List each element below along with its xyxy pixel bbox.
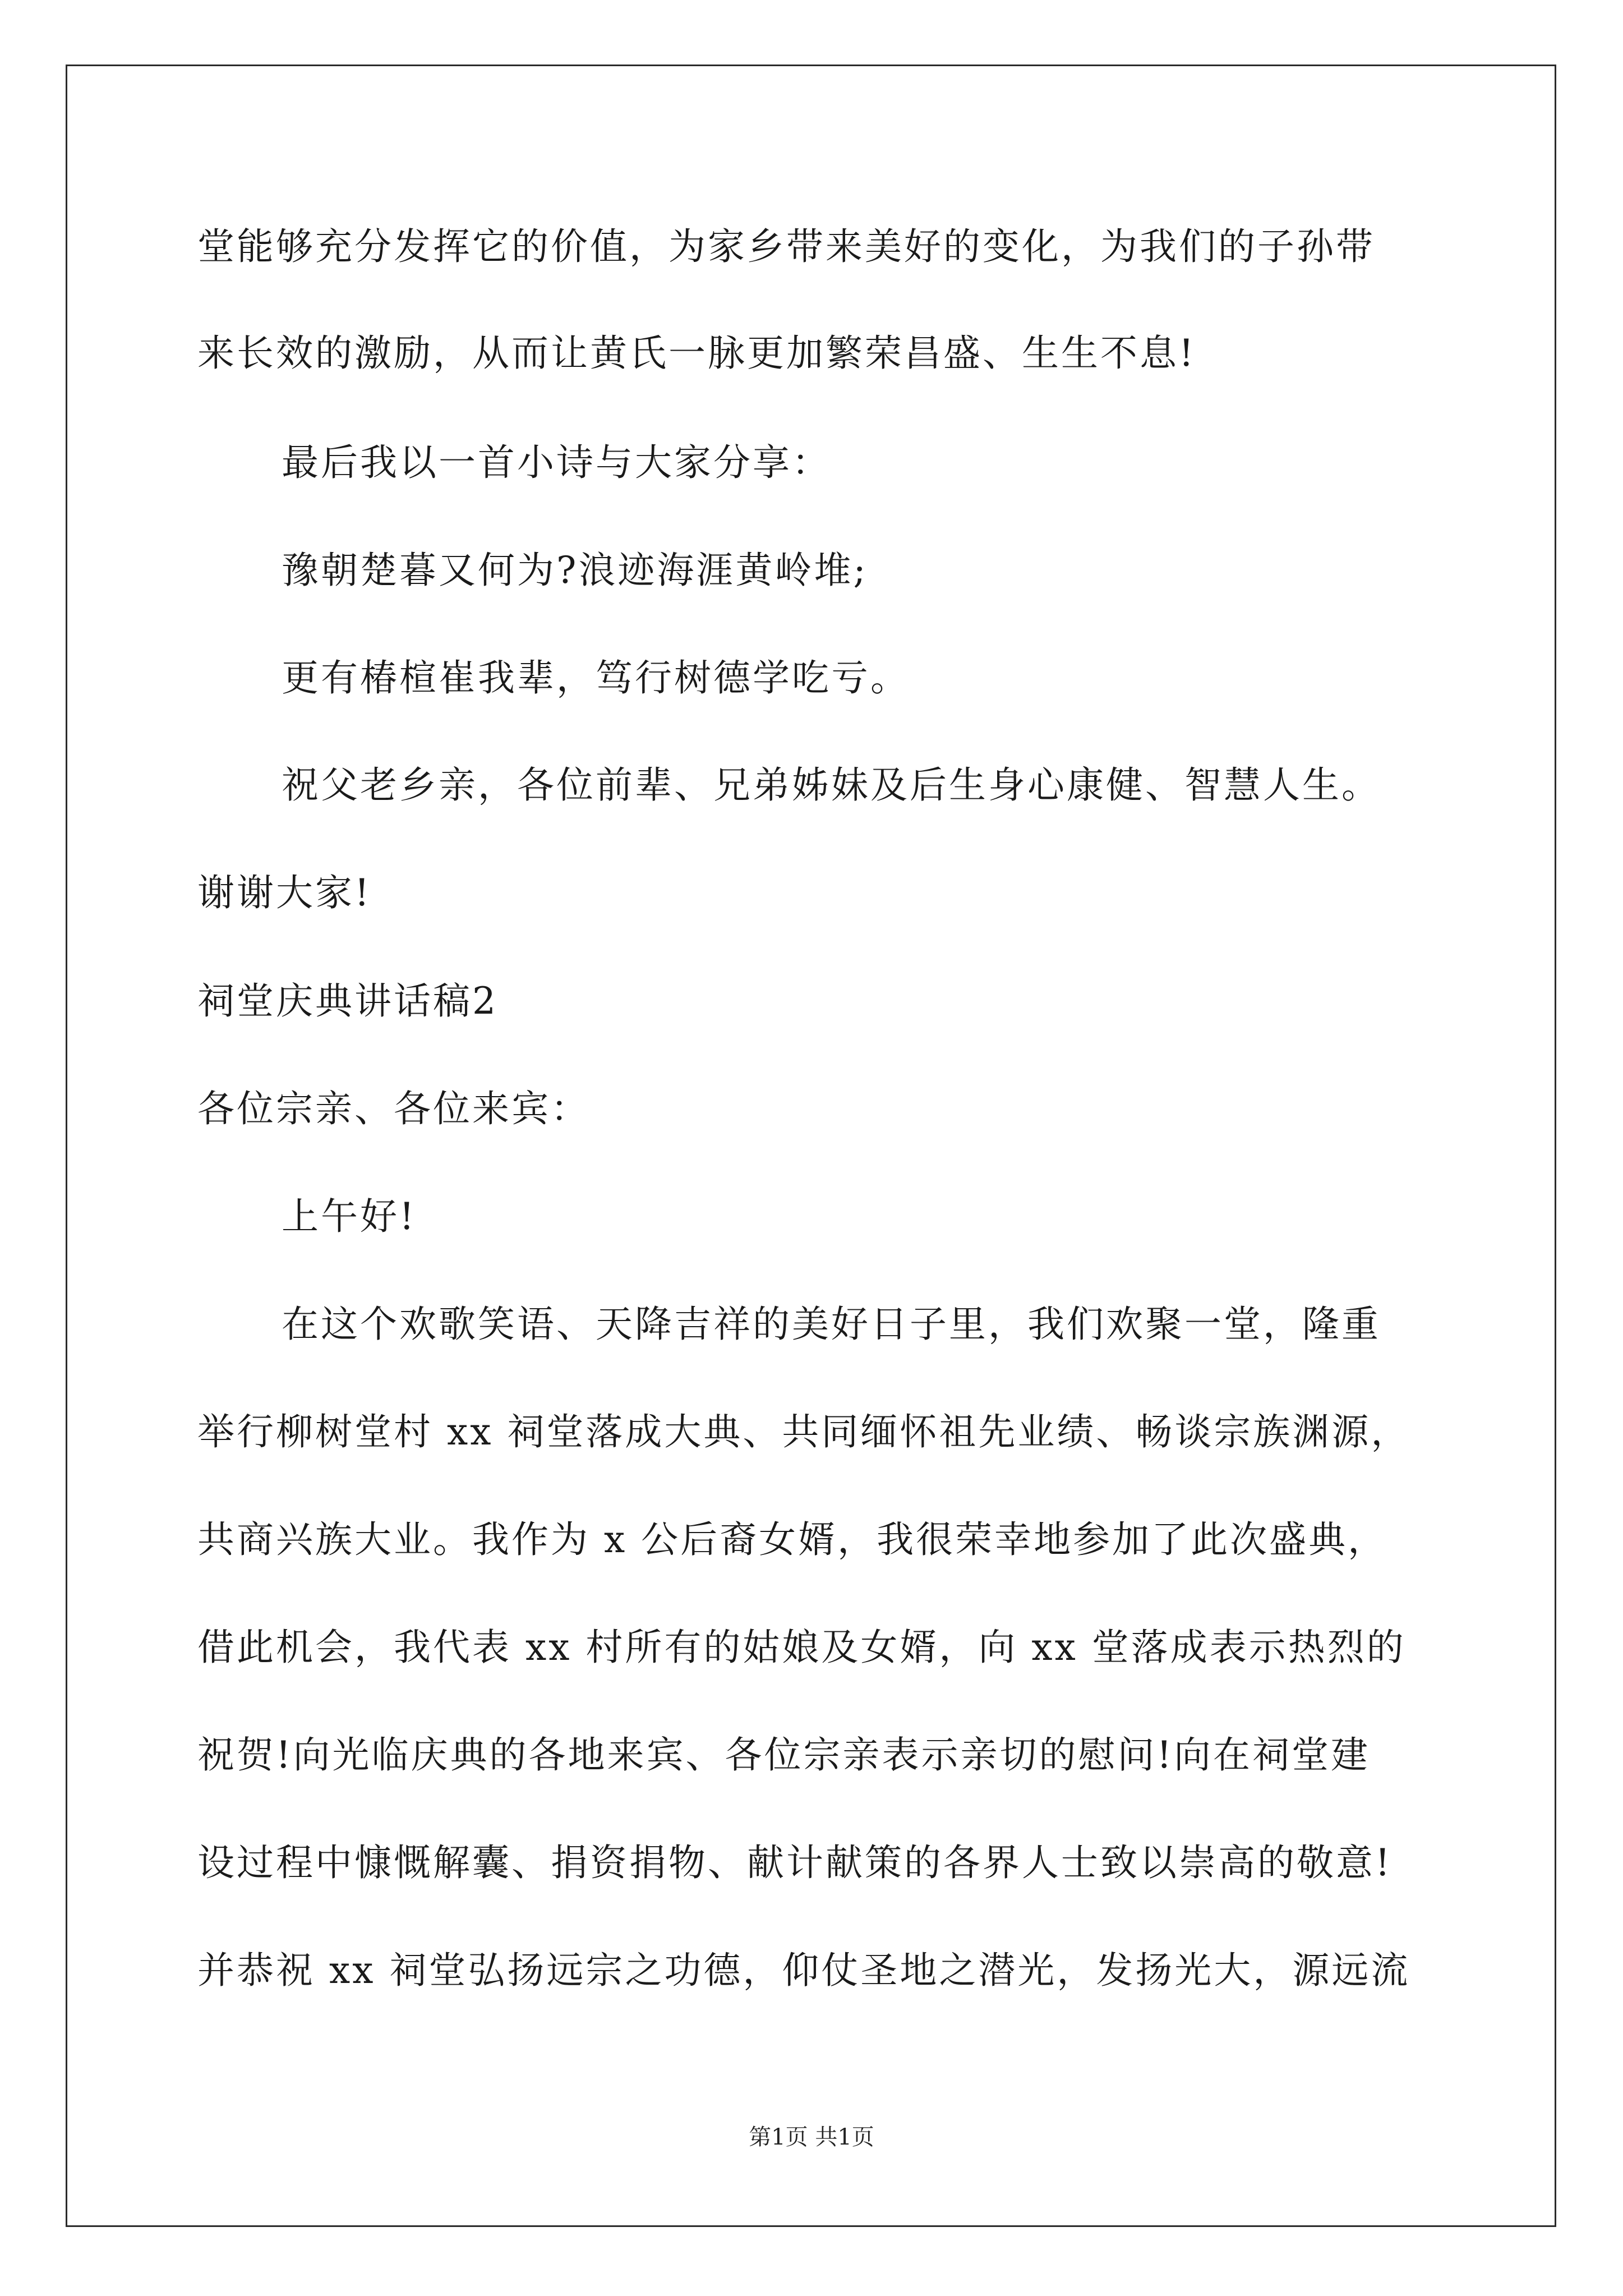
text-line: 上午好!: [282, 1195, 417, 1238]
text-line: 最后我以一首小诗与大家分享：: [282, 441, 831, 484]
text-line: 更有椿楦崔我辈，笃行树德学吃亏。: [282, 656, 910, 700]
page-footer: 第1页 共1页: [749, 2124, 874, 2150]
text-line: 借此机会，我代表 xx 村所有的姑娘及女婿，向 xx 堂落成表示热烈的: [197, 1626, 1406, 1669]
text-line: 来长效的激励，从而让黄氏一脉更加繁荣昌盛、生生不息!: [197, 332, 1196, 375]
text-line: 各位宗亲、各位来宾：: [197, 1087, 590, 1130]
section-title: 祠堂庆典讲话稿2: [197, 979, 498, 1023]
text-line: 并恭祝 xx 祠堂弘扬远宗之功德，仰仗圣地之潜光，发扬光大，源远流: [197, 1949, 1410, 1992]
text-line: 祝贺!向光临庆典的各地来宾、各位宗亲表示亲切的慰问!向在祠堂建: [197, 1733, 1371, 1777]
text-line: 豫朝楚暮又何为?浪迹海涯黄岭堆;: [282, 549, 868, 592]
text-line: 举行柳树堂村 xx 祠堂落成大典、共同缅怀祖先业绩、畅谈宗族渊源，: [197, 1410, 1410, 1453]
text-line: 在这个欢歌笑语、天降吉祥的美好日子里，我们欢聚一堂，隆重: [282, 1303, 1381, 1346]
text-line: 谢谢大家!: [197, 871, 372, 914]
text-line: 祝父老乡亲，各位前辈、兄弟姊妹及后生身心康健、智慧人生。: [282, 763, 1381, 807]
text-line: 共商兴族大业。我作为 x 公后裔女婿，我很荣幸地参加了此次盛典，: [197, 1518, 1387, 1561]
page-border: [66, 65, 1556, 2227]
text-line: 堂能够充分发挥它的价值，为家乡带来美好的变化，为我们的子孙带: [197, 225, 1375, 268]
text-line: 设过程中慷慨解囊、捐资捐物、献计献策的各界人士致以崇高的敬意!: [197, 1841, 1393, 1884]
